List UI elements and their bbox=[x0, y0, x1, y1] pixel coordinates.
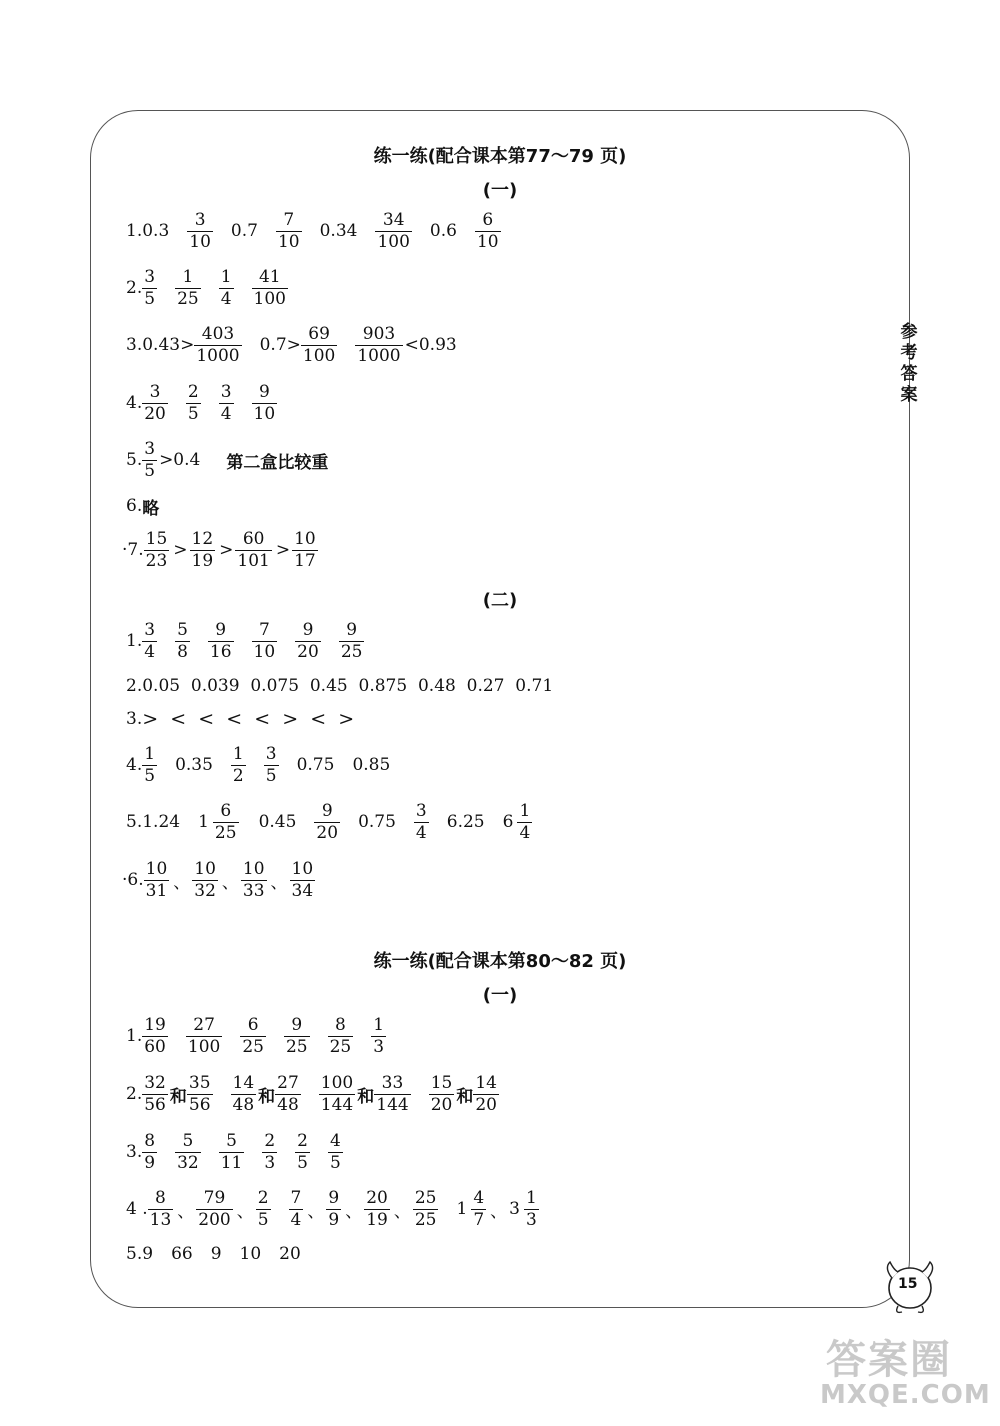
fraction: $\frac{9}{20}$ bbox=[316, 800, 339, 843]
fraction: $\frac{3}{4}$ bbox=[144, 619, 156, 662]
fraction: $\frac{8}{9}$ bbox=[144, 1130, 156, 1173]
fraction: $\frac{60}{101}$ bbox=[237, 528, 270, 571]
fraction: $\frac{25}{25}$ bbox=[414, 1187, 437, 1230]
fraction: $\frac{4}{5}$ bbox=[330, 1130, 341, 1173]
fraction: $\frac{8}{25}$ bbox=[329, 1014, 352, 1057]
answer-row: 1. 0.3 $\frac{3}{10}$ 0.7 $\frac{7}{10}$ 0.34 $\frac{34}{100}$ 0.6 $\frac{6}{10}$ bbox=[126, 209, 499, 252]
mixed-number: 1 $\frac{4}{7}$ bbox=[456, 1187, 485, 1230]
fraction: $\frac{33}{144}$ bbox=[376, 1072, 409, 1115]
fraction: $\frac{35}{56}$ bbox=[188, 1072, 211, 1115]
fraction: $\frac{69}{100}$ bbox=[302, 323, 336, 366]
answer-row: 2. $\frac{32}{56}$ 和 $\frac{35}{56}$ $\frac{14}{48}$ 和 $\frac{27}{48}$ $\frac{100}{144}$ 和 $\frac{33}{144}$ $\frac{15}{20}$ 和 $\frac{14}{20}$ bbox=[126, 1072, 497, 1115]
fraction: $\frac{2}{5}$ bbox=[297, 1130, 308, 1173]
fraction: $\frac{7}{10}$ bbox=[253, 619, 276, 662]
fraction: $\frac{5}{32}$ bbox=[177, 1130, 199, 1173]
fraction: $\frac{3}{20}$ bbox=[144, 381, 166, 424]
fraction: $\frac{15}{23}$ bbox=[145, 528, 168, 571]
fraction: $\frac{3}{4}$ bbox=[220, 381, 232, 424]
fraction: $\frac{32}{56}$ bbox=[144, 1072, 166, 1115]
answer-row: ·7. $\frac{15}{23}$ > $\frac{12}{19}$ > $\frac{60}{101}$ > $\frac{10}{17}$ bbox=[122, 528, 316, 571]
fraction: $\frac{403}{1000}$ bbox=[196, 323, 240, 366]
answer-row: 3. 0.43> $\frac{403}{1000}$ 0.7> $\frac{69}{100}$ $\frac{903}{1000}$ <0.93 bbox=[126, 323, 457, 366]
fraction: $\frac{1}{4}$ bbox=[220, 266, 232, 309]
fraction: $\frac{5}{11}$ bbox=[220, 1130, 243, 1173]
part-title-1-2: (二) bbox=[482, 590, 518, 611]
side-label-answers: 参考答案 bbox=[900, 322, 918, 405]
fraction: $\frac{2}{3}$ bbox=[264, 1130, 276, 1173]
fraction: $\frac{10}{32}$ bbox=[194, 858, 216, 901]
fraction: $\frac{9}{25}$ bbox=[340, 619, 363, 662]
fraction: $\frac{9}{10}$ bbox=[253, 381, 276, 424]
watermark: 答案圈 MXQE.COM bbox=[820, 1337, 991, 1410]
answer-row: 5. 1.24 1 $\frac{6}{25}$ 0.45 $\frac{9}{20}$ 0.75 $\frac{3}{4}$ 6.25 6 $\frac{1}{4}$ bbox=[126, 799, 552, 845]
fraction: $\frac{6}{25}$ bbox=[242, 1014, 264, 1057]
fraction: $\frac{100}{144}$ bbox=[320, 1072, 354, 1115]
answer-row: 5. $\frac{3}{5}$ >0.4 第二盒比较重 bbox=[126, 438, 329, 481]
fraction: $\frac{2}{5}$ bbox=[187, 381, 199, 424]
fraction: $\frac{1}{5}$ bbox=[144, 743, 156, 786]
part-title-2-1: (一) bbox=[482, 985, 518, 1006]
fraction: $\frac{903}{1000}$ bbox=[357, 323, 401, 366]
fraction: $\frac{9}{25}$ bbox=[285, 1014, 308, 1057]
fraction: $\frac{10}{17}$ bbox=[294, 528, 316, 571]
section-title-1: 练一练(配合课本第77～79 页) bbox=[373, 146, 627, 167]
fraction: $\frac{7}{10}$ bbox=[277, 209, 300, 252]
fraction: $\frac{27}{100}$ bbox=[187, 1014, 221, 1057]
answer-row: 6. 略 bbox=[126, 496, 160, 519]
page-number-badge bbox=[878, 1256, 942, 1316]
page-number: 15 bbox=[898, 1276, 918, 1292]
fraction: $\frac{6}{10}$ bbox=[476, 209, 499, 252]
fraction: $\frac{1}{3}$ bbox=[373, 1014, 385, 1057]
fraction: $\frac{1}{25}$ bbox=[177, 266, 199, 309]
fraction: $\frac{10}{34}$ bbox=[291, 858, 314, 901]
answer-row: 2. $\frac{3}{5}$ $\frac{1}{25}$ $\frac{1}{4}$ $\frac{41}{100}$ bbox=[126, 266, 286, 309]
fraction: $\frac{15}{20}$ bbox=[430, 1072, 453, 1115]
answer-row: 3. > < < < < > < > bbox=[126, 708, 355, 730]
fraction: $\frac{9}{20}$ bbox=[297, 619, 319, 662]
fraction: $\frac{2}{5}$ bbox=[257, 1187, 269, 1230]
fraction: $\frac{19}{60}$ bbox=[144, 1014, 166, 1057]
answer-row: ·6. $\frac{10}{31}$ 、 $\frac{10}{32}$ 、 $\frac{10}{33}$ 、 $\frac{10}{34}$ bbox=[122, 858, 314, 901]
answer-row: 4. $\frac{3}{20}$ $\frac{2}{5}$ $\frac{3}{4}$ $\frac{9}{10}$ bbox=[126, 381, 276, 424]
fraction: $\frac{3}{10}$ bbox=[189, 209, 211, 252]
answer-row: 4. $\frac{1}{5}$ 0.35 $\frac{1}{2}$ $\frac{3}{5}$ 0.75 0.85 bbox=[126, 743, 391, 786]
fraction: $\frac{41}{100}$ bbox=[253, 266, 286, 309]
fraction: $\frac{34}{100}$ bbox=[377, 209, 410, 252]
fraction: $\frac{27}{48}$ bbox=[277, 1072, 299, 1115]
fraction: $\frac{3}{5}$ bbox=[144, 438, 156, 481]
mixed-number: 3 $\frac{1}{3}$ bbox=[509, 1187, 537, 1230]
fraction: $\frac{79}{200}$ bbox=[198, 1187, 231, 1230]
fraction: $\frac{9}{16}$ bbox=[209, 619, 232, 662]
fraction: $\frac{8}{13}$ bbox=[149, 1187, 172, 1230]
fraction: $\frac{5}{8}$ bbox=[177, 619, 188, 662]
mixed-number: 6 $\frac{1}{4}$ bbox=[502, 800, 531, 843]
section-title-2: 练一练(配合课本第80～82 页) bbox=[373, 951, 627, 972]
mixed-number: 1 $\frac{6}{25}$ bbox=[198, 800, 237, 843]
fraction: $\frac{3}{5}$ bbox=[144, 266, 156, 309]
fraction: $\frac{20}{19}$ bbox=[366, 1187, 388, 1230]
answer-row: 1. $\frac{3}{4}$ $\frac{5}{8}$ $\frac{9}{16}$ $\frac{7}{10}$ $\frac{9}{20}$ $\frac{9}{25}$ bbox=[126, 619, 363, 662]
answer-row: 2. 0.05 0.039 0.075 0.45 0.875 0.48 0.27 0.71 bbox=[126, 676, 554, 696]
fraction: $\frac{7}{4}$ bbox=[290, 1187, 302, 1230]
answer-row: 3. $\frac{8}{9}$ $\frac{5}{32}$ $\frac{5}{11}$ $\frac{2}{3}$ $\frac{2}{5}$ $\frac{4}{5}$ bbox=[126, 1130, 341, 1173]
answer-row: 1. $\frac{19}{60}$ $\frac{27}{100}$ $\frac{6}{25}$ $\frac{9}{25}$ $\frac{8}{25}$ $\frac{1}{3}$ bbox=[126, 1014, 385, 1057]
fraction: $\frac{3}{5}$ bbox=[265, 743, 277, 786]
fraction: $\frac{3}{4}$ bbox=[415, 800, 427, 843]
fraction: $\frac{9}{9}$ bbox=[328, 1187, 340, 1230]
fraction: $\frac{10}{33}$ bbox=[242, 858, 265, 901]
answer-row: 4 . $\frac{8}{13}$ 、 $\frac{79}{200}$ 、 $\frac{2}{5}$ $\frac{7}{4}$ 、 $\frac{9}{9}$ 、 $\frac{20}{19}$ 、 $\frac{25}{25}$ 1 $\frac{4}{7}$ 、 3 $\frac{1}{3}$ bbox=[126, 1186, 559, 1232]
fraction: $\frac{14}{20}$ bbox=[475, 1072, 497, 1115]
fraction: $\frac{14}{48}$ bbox=[232, 1072, 255, 1115]
fraction: $\frac{12}{19}$ bbox=[191, 528, 214, 571]
part-title-1-1: (一) bbox=[482, 180, 518, 201]
fraction: $\frac{10}{31}$ bbox=[145, 858, 168, 901]
fraction: $\frac{1}{2}$ bbox=[232, 743, 244, 786]
answer-row: 5. 9 66 9 10 20 bbox=[126, 1244, 301, 1264]
